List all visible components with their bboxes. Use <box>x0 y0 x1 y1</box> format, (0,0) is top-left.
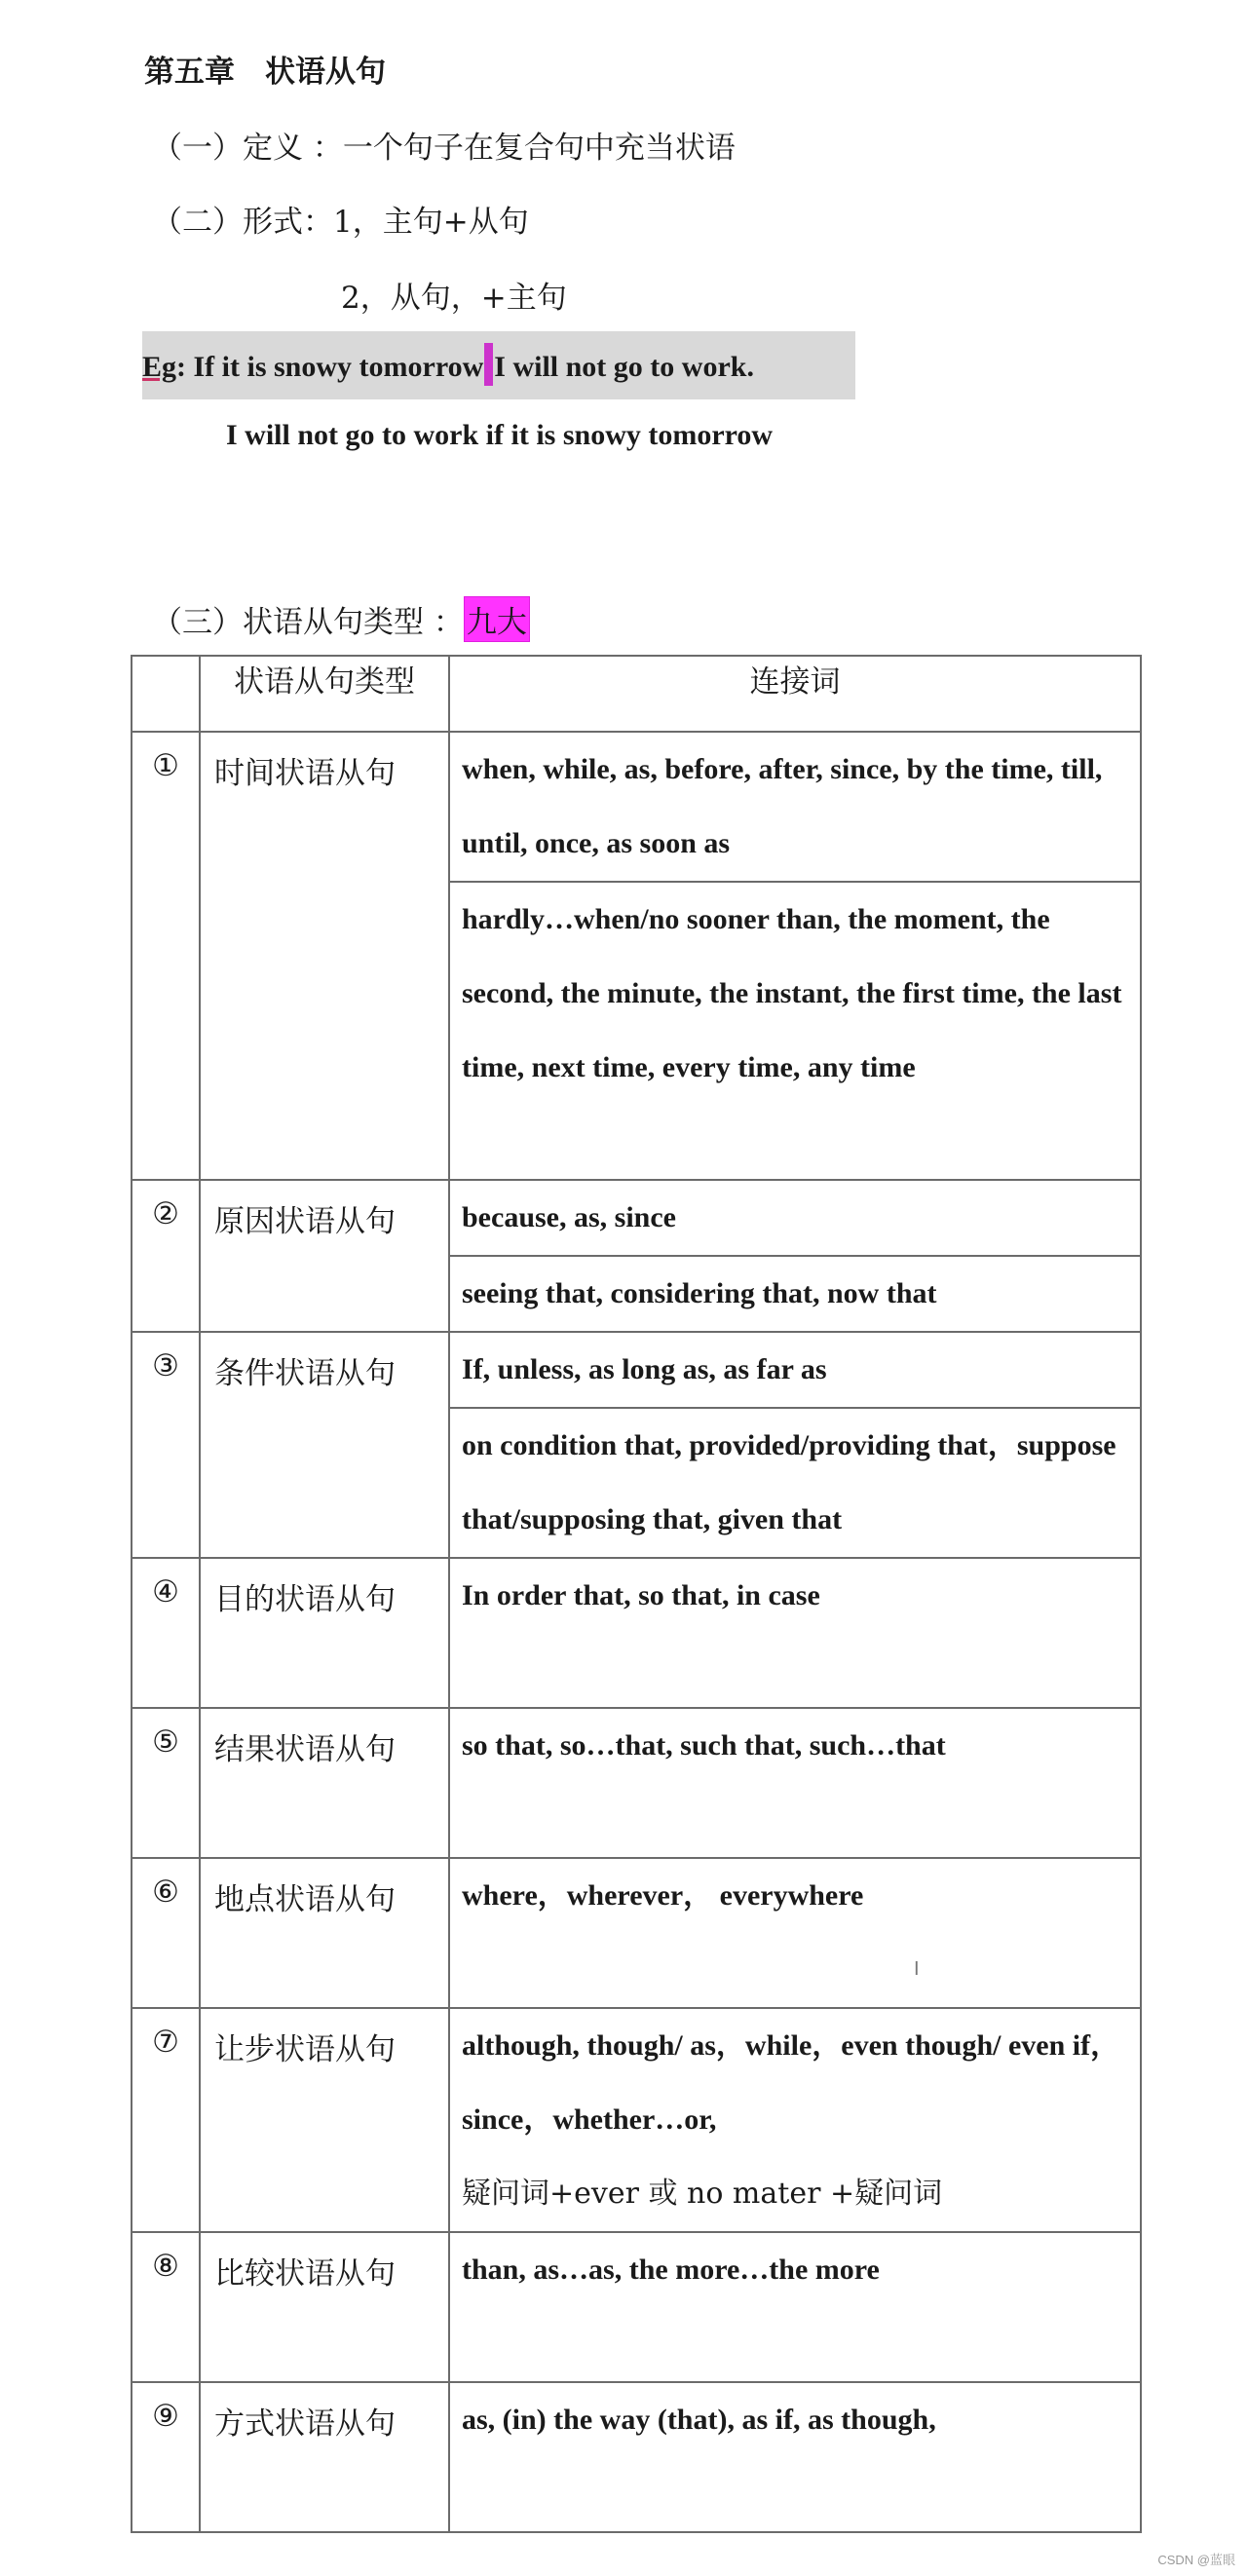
header-conj-cell: 连接词 <box>449 656 1141 732</box>
conjunction-text-zh: 疑问词+ever 或 no mater +疑问词 <box>462 2177 943 2211</box>
row-number: ⑦ <box>132 2008 200 2232</box>
conjunction-text: although, though/ as，while，even though/ even if，since，whether…or, <box>462 2029 1120 2136</box>
clause-type: 时间状语从句 <box>200 732 449 1180</box>
table-row <box>132 1708 1141 1858</box>
example-sentence-2: I will not go to work if it is snowy tomorrow <box>226 419 774 451</box>
clause-type: 条件状语从句 <box>200 1332 449 1558</box>
clause-type: 原因状语从句 <box>200 1180 449 1332</box>
example-part-2: I will not go to work. <box>494 351 754 383</box>
clause-type: 方式状语从句 <box>200 2382 449 2532</box>
table-row <box>132 1558 1141 1708</box>
conjunction-cell: If, unless, as long as, as far as <box>449 1332 1141 1408</box>
watermark: CSDN @蓝眼 <box>1157 2553 1235 2567</box>
conjunction-cell: seeing that, considering that, now that <box>449 1256 1141 1332</box>
conjunction-cell: than, as…as, the more…the more <box>449 2232 1141 2382</box>
form-line-1: （二）形式：1，主句+从句 <box>152 205 529 240</box>
table-header-row <box>132 656 1141 732</box>
conjunction-cell: when, while, as, before, after, since, by the time, till, until, once, as soon as <box>449 732 1141 882</box>
row-number: ⑥ <box>132 1858 200 2008</box>
conjunction-cell <box>449 2008 1141 2232</box>
row-number: ⑧ <box>132 2232 200 2382</box>
row-number: ④ <box>132 1558 200 1708</box>
example-prefix: Eg <box>142 351 177 383</box>
table-row <box>132 1180 1141 1256</box>
row-number: ② <box>132 1180 200 1332</box>
row-number: ⑨ <box>132 2382 200 2532</box>
clause-type: 让步状语从句 <box>200 2008 449 2232</box>
conjunction-cell: hardly…when/no sooner than, the moment, the second, the minute, the instant, the first time, the last time, next time, every time, any time <box>449 882 1141 1180</box>
table-row <box>132 732 1141 882</box>
conjunction-cell: because, as, since <box>449 1180 1141 1256</box>
row-number: ⑤ <box>132 1708 200 1858</box>
chapter-title: 第五章 状语从句 <box>144 55 386 90</box>
types-intro-line <box>152 596 530 642</box>
types-intro-text: （三）状语从句类型 ： <box>152 605 464 640</box>
conjunction-cell: where，wherever， everywhere <box>449 1858 1141 2008</box>
form-line-2: 2，从句，+主句 <box>341 281 567 316</box>
header-type-cell: 状语从句类型 <box>200 656 449 732</box>
clause-type: 地点状语从句 <box>200 1858 449 2008</box>
conjunction-cell: on condition that, provided/providing that，suppose that/supposing that, given that <box>449 1408 1141 1558</box>
table-row <box>132 1858 1141 2008</box>
definition-line: （一）定义 ：一个句子在复合句中充当状语 <box>152 131 736 166</box>
table-row <box>132 2232 1141 2382</box>
row-number: ③ <box>132 1332 200 1558</box>
header-num-cell <box>132 656 200 732</box>
text-cursor-icon: I <box>914 1958 920 1980</box>
row-number: ① <box>132 732 200 1180</box>
conjunction-cell: so that, so…that, such that, such…that <box>449 1708 1141 1858</box>
table-row <box>132 2382 1141 2532</box>
text-cursor-marker <box>484 343 493 386</box>
table-row <box>132 1332 1141 1408</box>
clause-type: 结果状语从句 <box>200 1708 449 1858</box>
clause-type: 比较状语从句 <box>200 2232 449 2382</box>
types-count-highlight: 九大 <box>464 596 530 642</box>
example-sentence-1 <box>142 343 754 386</box>
conjunction-cell: as, (in) the way (that), as if, as though, <box>449 2382 1141 2532</box>
conjunction-cell: In order that, so that, in case <box>449 1558 1141 1708</box>
clause-type: 目的状语从句 <box>200 1558 449 1708</box>
table-row <box>132 2008 1141 2232</box>
example-part-1: : If it is snowy tomorrow <box>176 351 484 383</box>
clause-types-table <box>131 655 1142 2533</box>
